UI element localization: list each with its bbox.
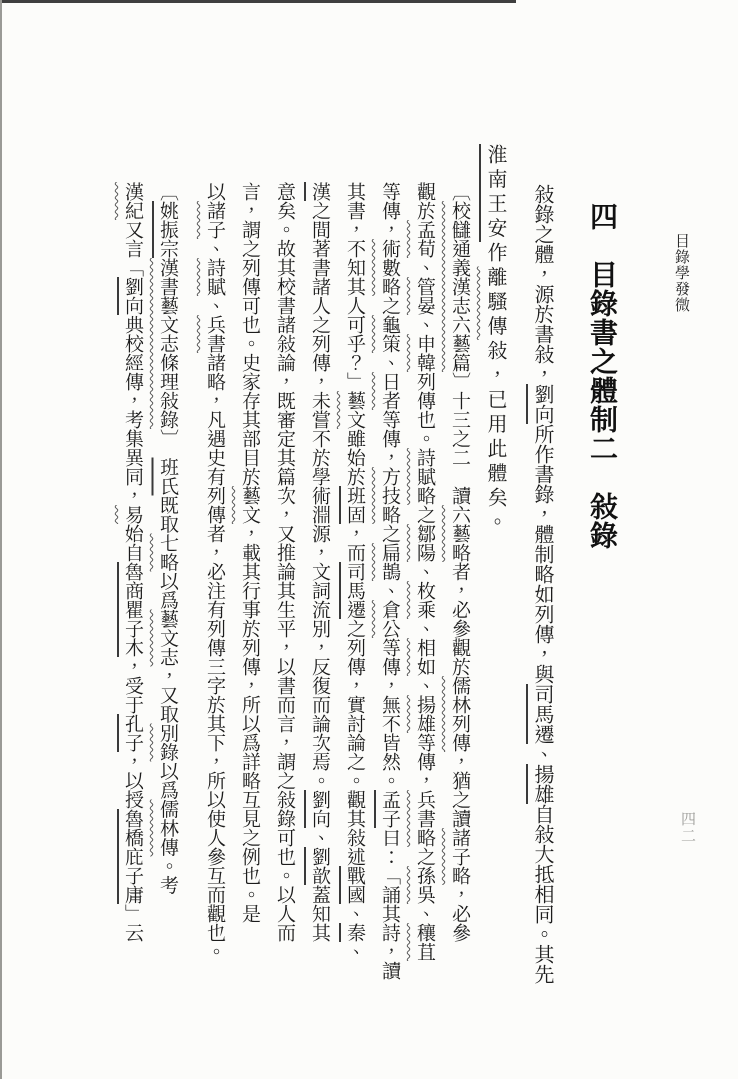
text-run: 始自 xyxy=(122,524,143,562)
text-run: ，載其行事於列傳，所以爲詳略互見之例也。是 xyxy=(239,524,260,923)
text-run: 之 xyxy=(379,296,400,315)
text-run: 以爲 xyxy=(157,761,178,800)
text-run: 〔 xyxy=(157,182,178,201)
book-title-marked-text: 諸子 xyxy=(204,201,225,239)
text-run: 、 xyxy=(344,942,365,961)
book-title-marked-text: 兵書 xyxy=(204,315,225,353)
text-run: 等傳，無不皆然。 xyxy=(379,638,400,790)
proper-name-marked-text: 司馬遷 xyxy=(531,684,553,744)
book-title-marked-text: 別錄 xyxy=(157,723,178,762)
text-run: 、 xyxy=(344,904,365,923)
text-column xyxy=(337,182,372,1004)
text-run: 以 xyxy=(204,182,225,201)
scan-edge-top-line xyxy=(0,0,516,3)
text-run: ，受于 xyxy=(122,657,143,714)
proper-name-marked-text: 劉向 xyxy=(309,790,330,828)
text-run: 、 xyxy=(531,744,553,764)
text-run: 。考 xyxy=(157,856,178,895)
text-run: 以爲 xyxy=(157,571,178,610)
proper-name-marked-text: 劉歆 xyxy=(309,847,330,885)
text-run: 蓋知其 xyxy=(309,885,330,942)
book-title-marked-text: 龜策 xyxy=(379,315,400,353)
scan-edge-left-line xyxy=(0,0,2,1079)
text-run: 、 xyxy=(309,828,330,847)
text-run: 之間著書諸人之列傳，未嘗不於學術淵源，文詞流別，反復而論次焉。 xyxy=(309,201,330,790)
text-run: 典校經傳，考集異同， xyxy=(122,315,143,505)
text-run: 、 xyxy=(414,315,435,334)
book-title-marked-text: 揚雄 xyxy=(414,695,435,733)
text-run: ，猶之讀 xyxy=(449,752,470,828)
text-run: 者，必參觀於 xyxy=(449,562,470,676)
text-run: 敍錄之體，源於書敍， xyxy=(531,184,553,384)
text-run: 之 xyxy=(414,847,435,866)
text-run: 等傳， xyxy=(414,733,435,790)
proper-name-marked-text: 揚雄 xyxy=(531,764,553,804)
book-title-marked-text: 藝文志 xyxy=(157,609,178,667)
text-block xyxy=(113,144,559,1004)
text-run: 列傳也。 xyxy=(414,372,435,448)
book-title-marked-text: 枚乘 xyxy=(414,581,435,619)
proper-name-marked-text: 孟子 xyxy=(379,790,400,828)
book-title-marked-text: 穰苴 xyxy=(414,923,435,961)
proper-name-marked-text: 魯橋庇子庸 xyxy=(122,809,143,904)
text-run: 所作書錄，體制略如列傳，與 xyxy=(531,424,553,684)
chapter-title: 四 目錄書之體制二 敍錄 xyxy=(586,202,617,550)
text-column xyxy=(115,182,150,1004)
text-run: 」云 xyxy=(122,904,143,942)
text-run: ，以授 xyxy=(122,752,143,809)
text-run: 之 xyxy=(414,505,435,524)
proper-name-marked-text: 司馬遷 xyxy=(344,562,365,619)
text-run: 敍，已用此體矣。 xyxy=(484,340,506,536)
book-title-marked-text: 易 xyxy=(122,505,143,524)
text-run: 、 xyxy=(414,904,435,923)
book-title-marked-text: 藝文 xyxy=(239,486,260,524)
text-run: 自敍大抵相同。其先 xyxy=(531,804,553,984)
text-column xyxy=(197,182,232,1004)
proper-name-marked-text: 班氏 xyxy=(157,457,178,496)
text-column xyxy=(524,184,559,1004)
text-run: 、 xyxy=(204,239,225,258)
proper-name-marked-text: 淮南王安 xyxy=(484,144,506,242)
book-title-marked-text: 孫吳 xyxy=(414,866,435,904)
text-run: 等傳， xyxy=(379,182,400,239)
text-run: 等傳， xyxy=(379,410,400,467)
text-run: 、 xyxy=(379,581,400,600)
book-title-marked-text: 儒林傳 xyxy=(157,799,178,857)
text-run: 曰：「誦其詩，讀 xyxy=(379,828,400,980)
text-column xyxy=(267,182,302,1004)
text-run: 諸略，凡遇史有列傳者，必注有列傳三字於其下，所以使人參互而觀也。 xyxy=(204,353,225,961)
book-title-marked-text: 扁鵲 xyxy=(379,543,400,581)
book-title-marked-text: 漢紀 xyxy=(122,182,143,220)
text-run: 觀於 xyxy=(414,182,435,220)
text-column xyxy=(150,182,185,1004)
text-run: 既取 xyxy=(157,495,178,534)
book-title-marked-text: 儒林列傳 xyxy=(449,676,470,752)
book-title-marked-text: 六藝略 xyxy=(449,505,470,562)
text-run: 之列傳，實討論之。觀其敍述 xyxy=(344,619,365,866)
book-title-marked-text: 管晏 xyxy=(414,277,435,315)
proper-name-marked-text: 秦 xyxy=(344,923,365,942)
proper-name-marked-text: 姚振宗 xyxy=(157,201,178,258)
book-title-marked-text: 校讎通義漢志六藝篇 xyxy=(449,201,470,372)
text-run: 、 xyxy=(414,676,435,695)
text-run: 意矣。故其校書諸敍論，既審定其篇次，又推論其生平，以書而言，謂之敍錄可也。以人而 xyxy=(274,182,295,942)
text-run: ，而 xyxy=(344,524,365,562)
text-column xyxy=(407,182,442,1004)
page-number: 四二 xyxy=(679,811,695,845)
book-title-marked-text: 術數略 xyxy=(379,239,400,296)
text-run: ，必參 xyxy=(449,885,470,942)
text-run: 雖始於 xyxy=(344,429,365,486)
text-run: 〔 xyxy=(449,182,470,201)
book-title-marked-text: 離騷傳 xyxy=(484,266,506,340)
book-title-marked-text: 諸子略 xyxy=(449,828,470,885)
book-title-marked-text: 詩賦略 xyxy=(414,448,435,505)
book-title-marked-text: 七略 xyxy=(157,533,178,572)
text-column xyxy=(477,144,512,1004)
text-run: 、 xyxy=(414,562,435,581)
text-column xyxy=(442,182,477,1004)
text-run: 〕十三之二 讀 xyxy=(449,372,470,505)
book-title-marked-text: 兵書略 xyxy=(414,790,435,847)
text-run: 、 xyxy=(204,296,225,315)
proper-name-marked-text: 漢 xyxy=(309,182,330,201)
running-head: 目錄學發微 xyxy=(673,233,689,313)
text-run: 、 xyxy=(414,619,435,638)
book-title-marked-text: 孟荀 xyxy=(414,220,435,258)
proper-name-marked-text: 戰國 xyxy=(344,866,365,904)
text-column xyxy=(302,182,337,1004)
text-run: ，又取 xyxy=(157,666,178,724)
proper-name-marked-text: 魯商瞿子木 xyxy=(122,562,143,657)
book-title-marked-text: 日者 xyxy=(379,372,400,410)
book-title-marked-text: 鄒陽 xyxy=(414,524,435,562)
proper-name-marked-text: 班固 xyxy=(344,486,365,524)
text-run: 〕 xyxy=(157,429,178,458)
book-title-marked-text: 詩賦 xyxy=(204,258,225,296)
text-run: 言，謂之列傳可也。史家存其部目於 xyxy=(239,182,260,486)
book-title-marked-text: 倉公 xyxy=(379,600,400,638)
text-run: 、 xyxy=(379,353,400,372)
book-title-marked-text: 藝文 xyxy=(344,391,365,429)
book-title-marked-text: 方技略 xyxy=(379,467,400,524)
text-run: 作 xyxy=(484,242,506,267)
proper-name-marked-text: 劉向 xyxy=(122,277,143,315)
text-run: 其書，不知其人可乎？」 xyxy=(344,182,365,391)
text-run: 、 xyxy=(414,258,435,277)
proper-name-marked-text: 劉向 xyxy=(531,384,553,424)
text-column xyxy=(372,182,407,1004)
text-run: 又言「 xyxy=(122,220,143,277)
proper-name-marked-text: 孔子 xyxy=(122,714,143,752)
book-title-marked-text: 相如 xyxy=(414,638,435,676)
text-column xyxy=(232,182,267,1004)
book-title-marked-text: 申韓 xyxy=(414,334,435,372)
text-run: 之 xyxy=(379,524,400,543)
book-title-marked-text: 漢書藝文志條理敍錄 xyxy=(157,258,178,429)
